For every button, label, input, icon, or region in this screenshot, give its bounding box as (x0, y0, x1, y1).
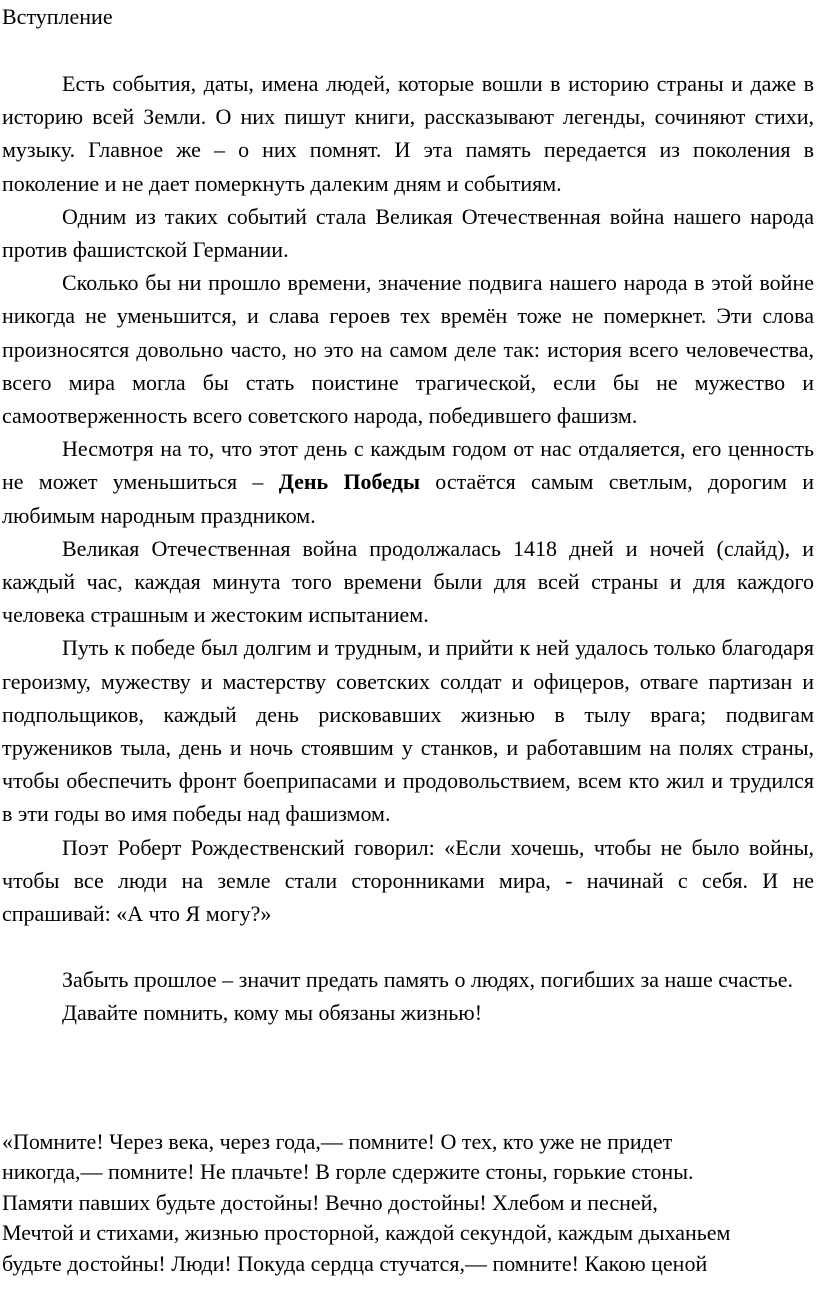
paragraph-1418-days: Великая Отечественная война продолжалась 1418 дней и ночей (слайд), и каждый час, каждая минута того времени были для всей страны и для каждого человека страшным и жестоким испытанием. (2, 535, 814, 628)
paragraph-heroes-glory: Сколько бы ни прошло времени, значение подвига нашего народа в этой войне никогда не уменьшится, и слава героев тех времён тоже не померкнет. Эти слова произносятся довольно часто, но это на самом деле так: история всего человечества, всего мира могла бы стать поистине трагической, если бы не мужество и самоотверженность всего советского народа, победившего фашизм. (2, 270, 814, 429)
poem-line: будьте достойны! Люди! Покуда сердца стучатся,— помните! Какою ценой (2, 1250, 708, 1276)
paragraph-great-war: Одним из таких событий стала Великая Отечественная война нашего народа против фашистской Германии. (2, 203, 814, 263)
paragraph-path-to-victory: Путь к победе был долгим и трудным, и прийти к ней удалось только благодаря героизму, мужеству и мастерству советских солдат и офицеров, отваге партизан и подпольщиков, каждый день рисковавших жизнью в тылу врага; подвигам тружеников тыла, день и ночь стоявшим у станков, и работавшим на полях страны, чтобы обеспечить фронт боеприпасами и продовольствием, всем кто жил и трудился в эти годы во имя победы над фашизмом. (2, 635, 814, 827)
paragraph-victory-day (2, 432, 814, 532)
paragraph-forget-past: Забыть прошлое – значит предать память о людях, погибших за наше счастье. (62, 967, 794, 993)
document-body (2, 67, 814, 1030)
victory-day-bold: День Победы (278, 469, 421, 495)
poem-block (2, 1127, 814, 1279)
paragraph-remember: Давайте помнить, кому мы обязаны жизнью! (62, 1000, 483, 1026)
poem-line: Памяти павших будьте достойны! Вечно достойны! Хлебом и песней, (2, 1189, 658, 1215)
poem-line: «Помните! Через века, через года,— помните! О тех, кто уже не придет (2, 1129, 673, 1154)
paragraph-events: Есть события, даты, имена людей, которые вошли в историю страны и даже в историю всей Земли. О них пишут книги, рассказывают легенды, сочиняют стихи, музыку. Главное же – о них помнят. И эта память передается из поколения в поколение и не дает померкнуть далеким дням и событиям. (2, 71, 814, 196)
poem-line: Мечтой и стихами, жизнью просторной, каждой секундой, каждым дыханьем (2, 1220, 731, 1246)
victory-text-after: остаётся самым светлым, дорогим и любимым народным праздником. (2, 469, 814, 528)
paragraph-poet-quote: Поэт Роберт Рождественский говорил: «Если хочешь, чтобы не было войны, чтобы все люди на земле стали сторонниками мира, - начинай с себя. И не спрашивай: «А что Я могу?» (2, 834, 814, 927)
document-heading: Вступление (2, 4, 113, 29)
poem-line: никогда,— помните! Не плачьте! В горле сдержите стоны, горькие стоны. (2, 1159, 694, 1185)
victory-text-before: Несмотря на то, что этот день с каждым годом от нас отдаляется, его ценность не может уменьшиться – (2, 436, 814, 495)
